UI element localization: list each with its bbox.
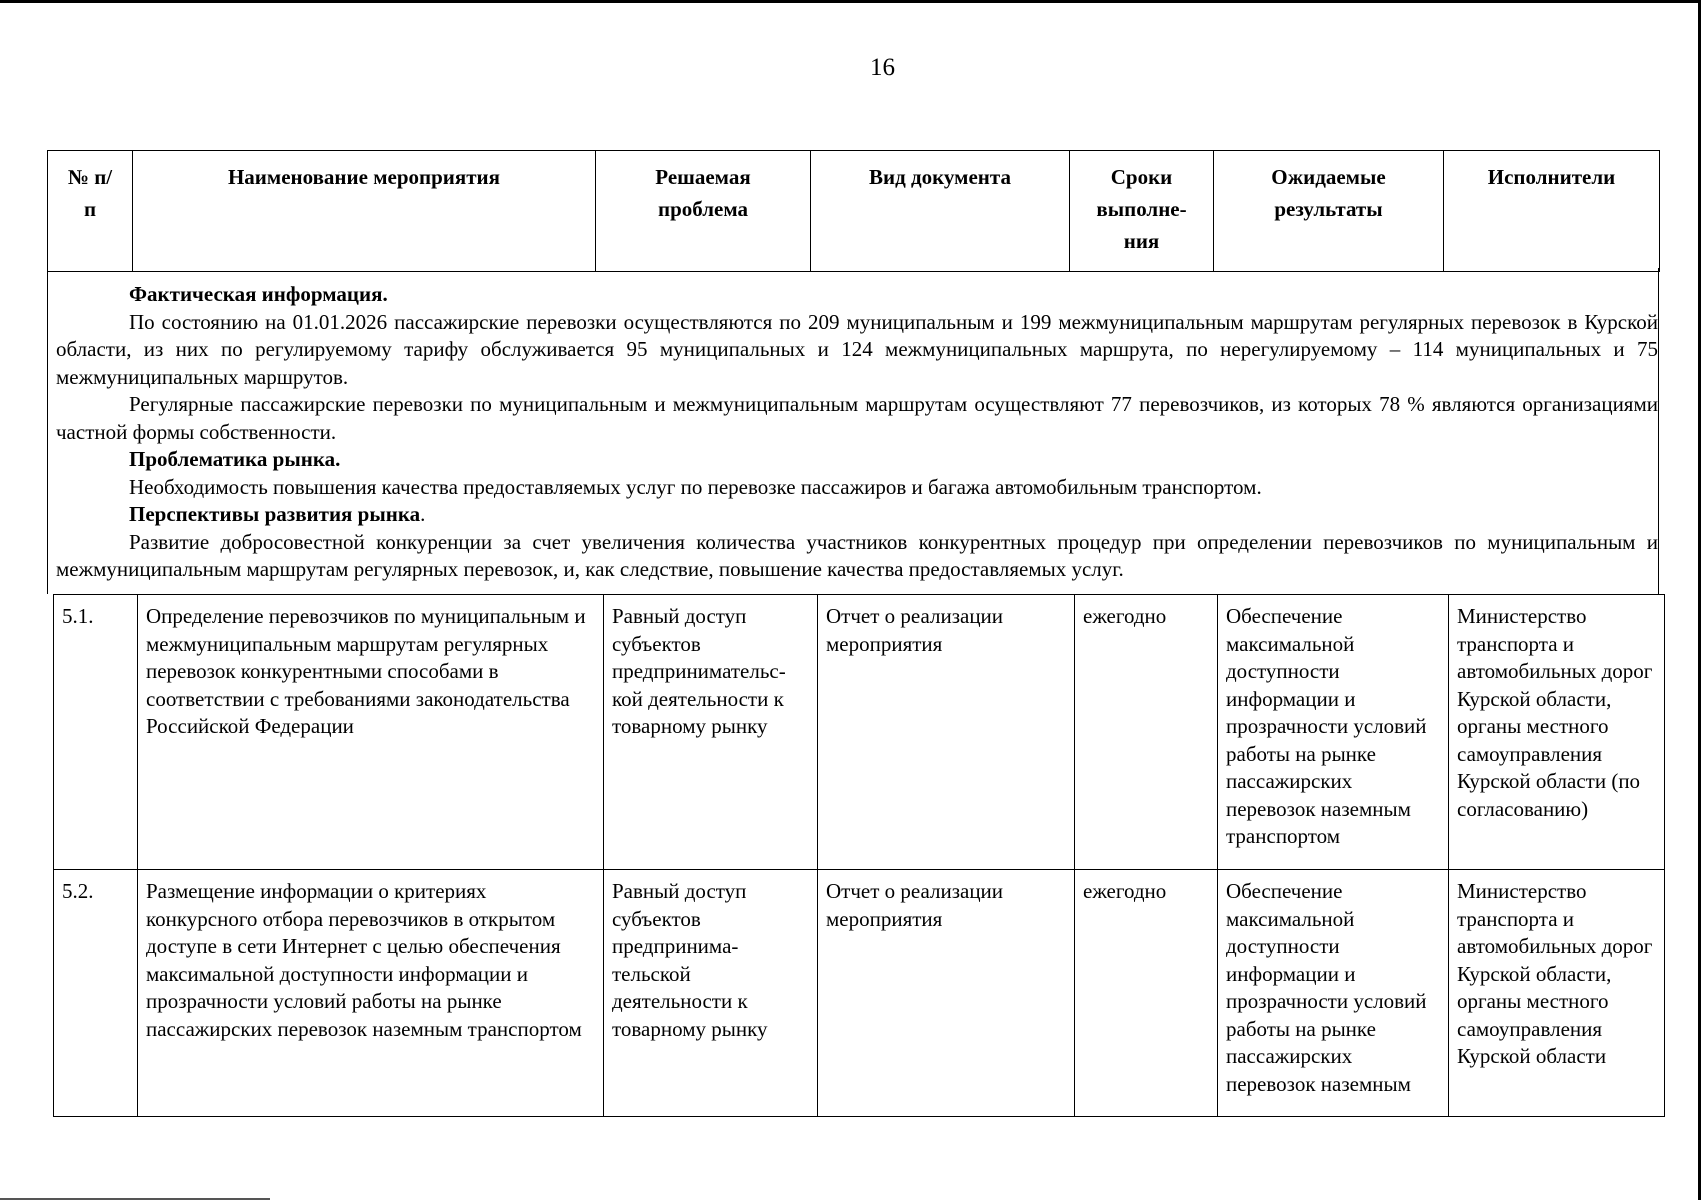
table-row: [54, 595, 1665, 870]
scan-edge-top: [0, 0, 1701, 3]
row-number: 5.2.: [54, 870, 138, 1117]
header-number: № п/п: [48, 151, 133, 272]
facts-paragraph-2: Регулярные пассажирские перевозки по муниципальным и межмуниципальным маршрутам осуществляют 77 перевозчиков, из которых 78 % являются организациями частной формы собственности.: [56, 392, 1658, 444]
row-results: Обеспечение максимальной доступности информации и прозрачности условий работы на рынке пассажирских перевозок наземным транспортом: [1218, 595, 1449, 870]
facts-heading: Фактическая информация.: [129, 282, 388, 306]
row-results: Обеспечение максимальной доступности информации и прозрачности условий работы на рынке пассажирских перевозок наземным: [1218, 870, 1449, 1117]
facts-paragraph-1: По состоянию на 01.01.2026 пассажирские перевозки осуществляются по 209 муниципальным и 199 межмуниципальным маршрутам регулярных перевозок в Курской области, из них по регулируемому тарифу обслуживается 95 муниципальных и 124 межмуниципальных маршрута, по нерегулируемому – 114 муниципальных и 75 межмуниципальных маршрутов.: [56, 309, 1658, 389]
problems-text: Необходимость повышения качества предоставляемых услуг по перевозке пассажиров и багажа автомобильным транспортом.: [129, 474, 1262, 499]
row-problem: Равный доступ субъектов предпринима- тельской деятельности к товарному рынку: [604, 870, 818, 1117]
prospects-heading: Перспективы развития рынка: [129, 502, 421, 526]
row-executors: Министерство транспорта и автомобильных дорог Курской области, органы местного самоуправления Курской области: [1449, 870, 1665, 1117]
header-results: Ожидаемые результаты: [1214, 151, 1444, 272]
row-number: 5.1.: [54, 595, 138, 870]
header-deadline: Сроки выполне- ния: [1070, 151, 1214, 272]
page-number: 16: [870, 54, 895, 81]
row-deadline: ежегодно: [1075, 595, 1218, 870]
table-body: [53, 594, 1665, 1117]
row-document: Отчет о реализации мероприятия: [818, 595, 1075, 870]
row-deadline: ежегодно: [1075, 870, 1218, 1117]
header-document: Вид документа: [811, 151, 1070, 272]
header-name: Наименование мероприятия: [133, 151, 596, 272]
row-problem: Равный доступ субъектов предпринимательс- кой деятельности к товарному рынку: [604, 595, 818, 870]
row-name: Определение перевозчиков по муниципальным и межмуниципальным маршрутам регулярных перевозок конкурентными способами в соответствии с требованиями законодательства Российской Федерации: [138, 595, 604, 870]
header-executors: Исполнители: [1444, 151, 1660, 272]
prospects-text: Развитие добросовестной конкуренции за счет увеличения количества участников конкурентных процедур при определении перевозчиков по муниципальным и межмуниципальным маршрутам регулярных перевозок, и, как следствие, повышение качества предоставляемых услуг.: [56, 529, 1658, 581]
row-executors: Министерство транспорта и автомобильных дорог Курской области, органы местного самоуправления Курской области (по согласованию): [1449, 595, 1665, 870]
table-header: [47, 150, 1660, 272]
problems-heading: Проблематика рынка.: [129, 447, 341, 471]
row-name: Размещение информации о критериях конкурсного отбора перевозчиков в открытом доступе в сети Интернет с целью обеспечения максимальной доступности информации и прозрачности условий работы на рынке пассажирских перевозок наземным транспортом: [138, 870, 604, 1117]
table-row: [54, 870, 1665, 1117]
row-document: Отчет о реализации мероприятия: [818, 870, 1075, 1117]
info-section: Фактическая информация. По состоянию на 01.01.2026 пассажирские перевозки осуществляются по 209 муниципальным и 199 межмуниципальным маршрутам регулярных перевозок в Курской области, из них по регулируемому тарифу обслуживается 95 муниципальных и 124 межмуниципальных маршрута, по нерегулируемому – 114 муниципальных и 75 межмуниципальных маршрутов. Регулярные пассажирские перевозки по муниципальным и межмуниципальным маршрутам осуществляют 77 перевозчиков, из которых 78 % являются организациями частной формы собственности. Проблематика рынка. Необходимость повышения качества предоставляемых услуг по перевозке пассажиров и багажа автомобильным транспортом. Перспективы развития рынка. Развитие добросовестной конкуренции за счет увеличения количества участников конкурентных процедур при определении перевозчиков по муниципальным и межмуниципальным маршрутам регулярных перевозок, и, как следствие, повышение качества предоставляемых услуг.: [56, 281, 1658, 584]
header-problem: Решаемая проблема: [596, 151, 811, 272]
